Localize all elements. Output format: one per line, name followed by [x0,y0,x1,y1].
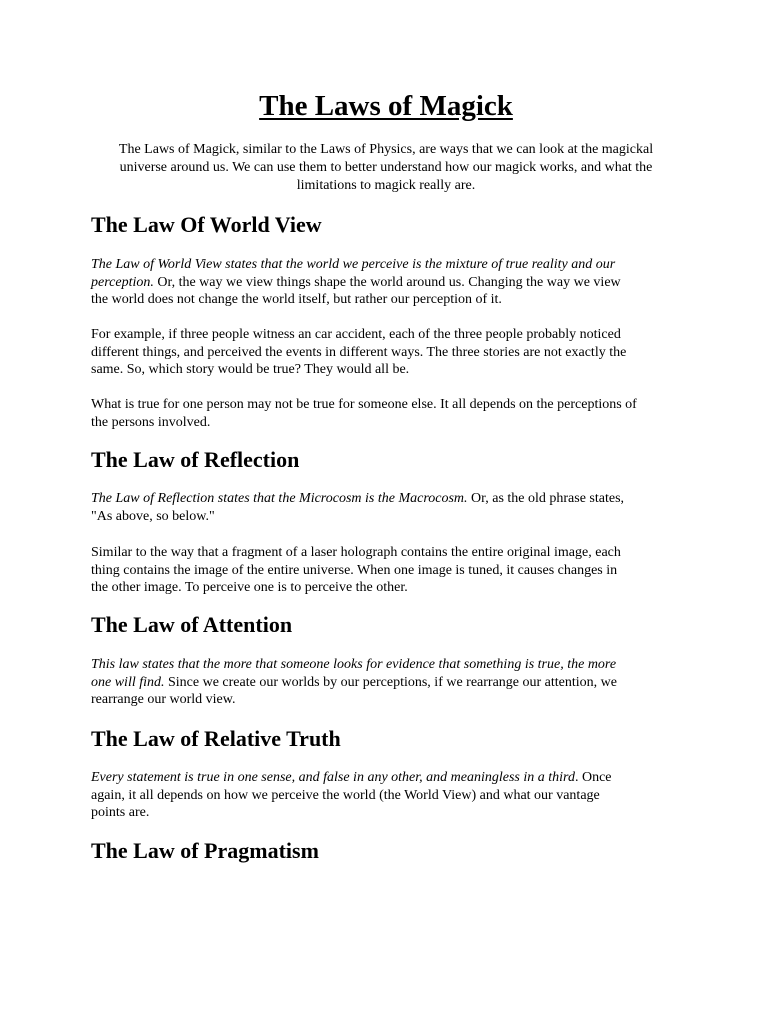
reflection-paragraph-2 [91,544,681,597]
intro-paragraph [91,141,681,195]
italic-run: The Law of World View states that the world we perceive is the mixture of true reality and our [91,257,616,272]
world-view-paragraph-1 [91,256,681,309]
section-heading-pragmatism: The Law of Pragmatism [91,838,319,863]
text-line [91,490,681,508]
world-view-paragraph-3 [91,396,681,431]
italic-run: one will find. [91,674,165,690]
text-line: the persons involved. [91,414,211,430]
normal-run: Or, the way we view things shape the world around us. Changing the way we view [153,274,621,290]
normal-run: Since we create our worlds by our perceptions, if we rearrange our attention, we [164,674,617,690]
text-line [91,769,681,787]
text-line [91,274,681,292]
world-view-paragraph-2 [91,326,681,379]
text-line: rearrange our world view. [91,692,236,707]
text-line: For example, if three people witness an car accident, each of the three people probably noticed [91,327,621,342]
intro-line: limitations to magick really are. [296,178,476,193]
text-line: thing contains the image of the entire universe. When one image is tuned, it causes changes in [91,562,618,578]
text-line [91,291,681,309]
section-heading-relative-truth: The Law of Relative Truth [91,726,341,751]
text-line: different things, and perceived the events in different ways. The three stories are not exactly the [91,344,627,360]
attention-paragraph-1 [91,656,681,709]
section-heading-attention: The Law of Attention [91,612,293,637]
intro-line: The Laws of Magick, similar to the Laws of Physics, are ways that we can look at the magickal [118,142,654,157]
normal-run: . Once [574,770,612,785]
text-line [91,256,681,274]
text-line: "As above, so below." [91,508,215,524]
text-line: This law states that the more that someone looks for evidence that something is true, the more [91,657,617,672]
normal-run: the world does not change the world itself, but rather our perception of it. [91,292,502,307]
document-title: The Laws of Magick [259,90,513,122]
italic-run: perception. [91,274,154,290]
text-line [91,674,681,692]
intro-line: universe around us. We can use them to better understand how our magick works, and what the [119,160,653,175]
text-line: points are. [91,805,150,820]
reflection-paragraph-1 [91,490,681,525]
relative-truth-paragraph-1 [91,769,681,822]
section-heading-reflection: The Law of Reflection [91,447,300,472]
text-line: again, it all depends on how we perceive the world (the World View) and what our vantage [91,787,600,803]
text-line: same. So, which story would be true? They would all be. [91,362,410,377]
text-line: Similar to the way that a fragment of a laser holograph contains the entire original image, each [91,545,621,560]
italic-run: Every statement is true in one sense, and false in any other, and meaningless in a third [91,770,575,785]
normal-run: Or, as the old phrase states, [467,491,625,506]
text-line: What is true for one person may not be true for someone else. It all depends on the perceptions of [91,397,637,412]
italic-run: The Law of Reflection states that the Microcosm is the Macrocosm. [91,491,468,506]
text-line: the other image. To perceive one is to perceive the other. [91,580,408,595]
section-heading-world-view: The Law Of World View [91,212,322,237]
